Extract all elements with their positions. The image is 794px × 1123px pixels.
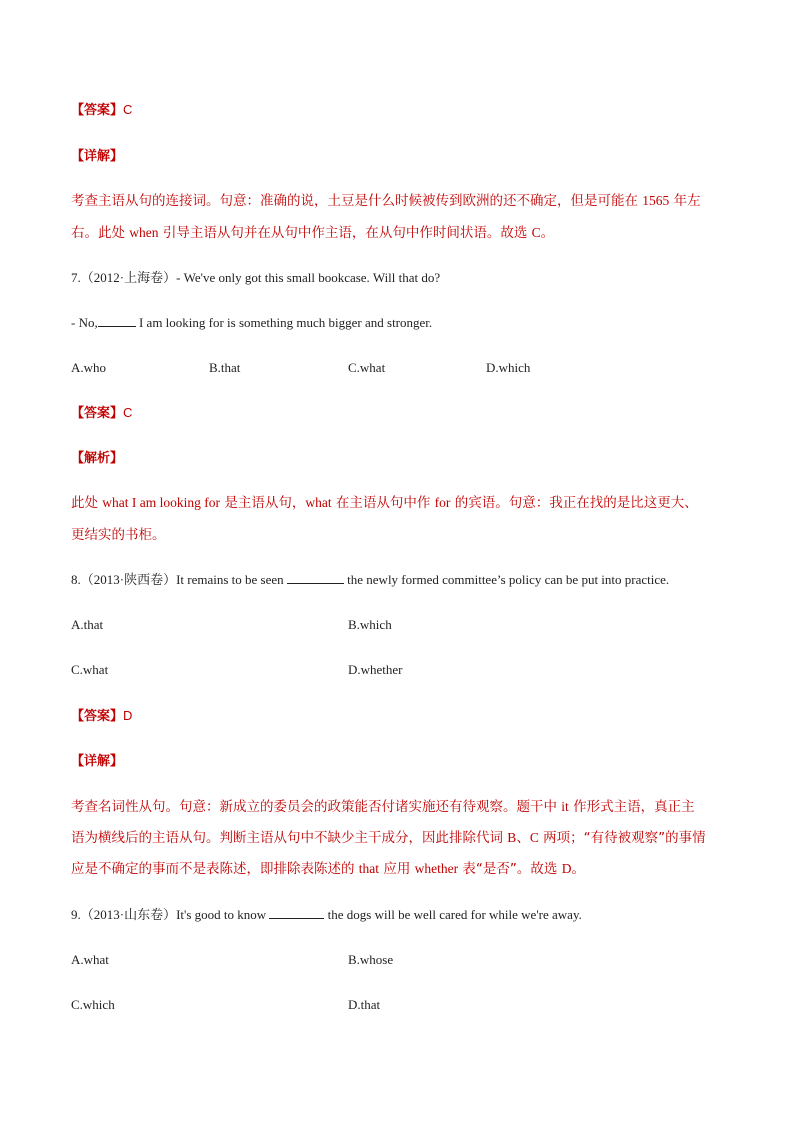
question-7-stem: 7.（2012·上海卷）- We've only got this small bookcase. Will that do? — [71, 270, 441, 285]
option-b: B.whose — [348, 952, 394, 967]
explanation-text: 此处 — [71, 495, 103, 511]
explanation-text: 两项；“有待被观察”的事情 — [538, 830, 706, 846]
option-c: C.what — [348, 360, 386, 375]
explanation-text: 的宾语。句意：我正在找的是比这更大、 — [450, 495, 698, 511]
explanation-text: 表“是否”。故选 — [458, 861, 562, 877]
explanation-text: 右。此处 — [71, 225, 130, 241]
answer-blank — [269, 906, 324, 919]
explanation-text: 应用 — [379, 861, 415, 877]
option-a: A.that — [71, 617, 104, 632]
explanation-8-line-2 — [71, 828, 706, 848]
analysis-label: 【解析】 — [71, 451, 124, 466]
question-text: the dogs will be well cared for while we're away. — [324, 907, 582, 922]
explanation-text: D — [561, 861, 572, 876]
answer-blank — [287, 571, 344, 584]
explanation-text: 。 — [540, 225, 555, 241]
question-text: 9.（2013·山东卷）It's good to know — [71, 907, 267, 922]
option-c: C.which — [71, 997, 115, 1012]
explanation-text: it — [561, 799, 569, 814]
answer-label: 【答案】 — [71, 103, 124, 118]
explanation-8-line-1 — [71, 797, 695, 817]
explanation-text: 应是不确定的事而不是表陈述，即排除表陈述的 — [71, 861, 359, 877]
option-c: C.what — [71, 662, 109, 677]
explanation-text: 、 — [516, 830, 530, 846]
question-text: I am looking for is something much bigger and stronger. — [135, 315, 433, 330]
explanation-text: C — [529, 830, 539, 845]
answer-label: 【答案】 — [71, 709, 124, 724]
explanation-text: what I am looking for — [102, 495, 221, 510]
answer-label: 【答案】 — [71, 406, 124, 421]
explanation-text: B — [507, 830, 517, 845]
question-text: the newly formed committee’s policy can be put into practice. — [343, 572, 670, 587]
option-b: B.that — [209, 360, 241, 375]
explanation-text: whether — [414, 861, 459, 876]
explanation-text: 考查名词性从句。句意：新成立的委员会的政策能否付诸实施还有待观察。题干中 — [71, 799, 562, 815]
option-a: A.who — [71, 360, 107, 375]
explanation-6-line-2 — [71, 223, 554, 243]
explanation-text: 是主语从句， — [220, 495, 306, 511]
analysis-heading-7 — [71, 448, 123, 469]
question-8-stem — [71, 570, 669, 590]
explanation-text: 引导主语从句并在从句中作主语，在从句中作时间状语。故选 — [158, 225, 532, 241]
option-d: D.which — [486, 360, 531, 375]
explanation-text: 1565 — [642, 193, 670, 208]
question-7-line-2 — [71, 313, 432, 333]
option-d: D.whether — [348, 662, 403, 677]
explanation-8-line-3 — [71, 859, 585, 879]
explanation-7-line-2: 更结实的书柜。 — [71, 527, 166, 543]
explanation-text: C — [531, 225, 541, 240]
answer-line-6 — [71, 100, 132, 121]
option-a: A.what — [71, 952, 109, 967]
question-9-stem — [71, 905, 582, 925]
answer-value: C — [123, 405, 133, 420]
explanation-text: 在主语从句中作 — [331, 495, 435, 511]
detail-heading-6 — [71, 146, 123, 167]
option-b: B.which — [348, 617, 392, 632]
question-text: - No, — [71, 315, 98, 330]
answer-value: C — [123, 102, 133, 117]
explanation-text: that — [358, 861, 380, 876]
answer-line-8 — [71, 706, 132, 727]
explanation-7-line-1 — [71, 493, 698, 513]
explanation-text: 语为横线后的主语从句。判断主语从句中不缺少主干成分，因此排除代词 — [71, 830, 508, 846]
explanation-text: 作形式主语，真正主 — [568, 799, 695, 815]
explanation-text: 考查主语从句的连接词。句意：准确的说，土豆是什么时候被传到欧洲的还不确定，但是可能在 — [71, 193, 643, 209]
detail-heading-8 — [71, 751, 123, 772]
question-text: 8.（2013·陕西卷）It remains to be seen — [71, 572, 284, 587]
answer-value: D — [123, 708, 133, 723]
answer-blank — [98, 314, 136, 327]
explanation-text: what — [305, 495, 332, 510]
explanation-text: 年左 — [669, 193, 701, 209]
detail-label: 【详解】 — [71, 754, 124, 769]
explanation-text: for — [434, 495, 451, 510]
explanation-text: 。 — [571, 861, 585, 877]
explanation-text: when — [129, 225, 159, 240]
option-d: D.that — [348, 997, 381, 1012]
explanation-6-line-1 — [71, 191, 701, 211]
detail-label: 【详解】 — [71, 149, 124, 164]
answer-line-7 — [71, 403, 132, 424]
